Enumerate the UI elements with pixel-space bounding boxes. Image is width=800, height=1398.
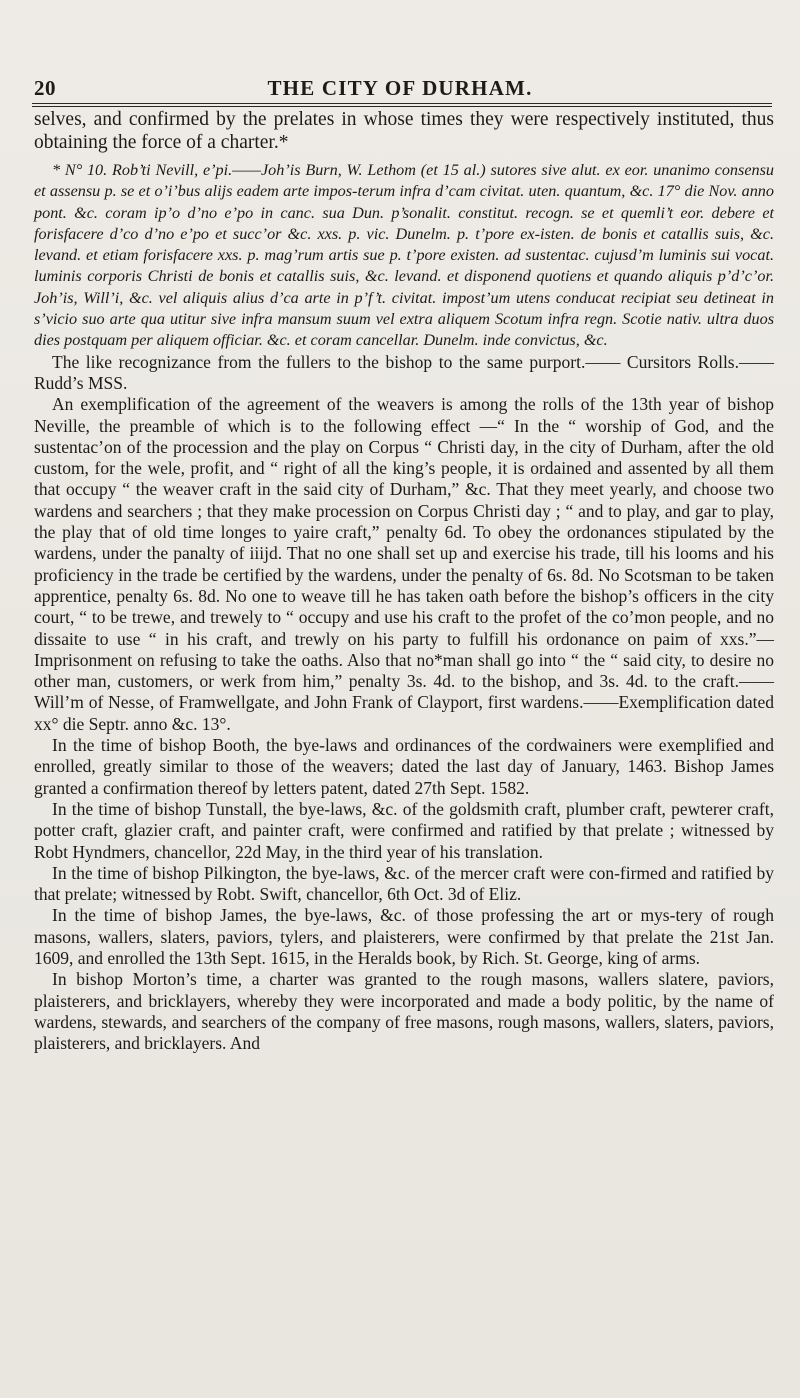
paragraph-masons: In the time of bishop James, the bye-laws, &c. of those professing the art or mys-tery of rough masons, wallers, slaters, paviors, tylers, and plaisterers, were confirmed by that prelate the 21st Jan. 1609, and enrolled the 13th Sept. 1615, in the Heralds book, by Rich. St. George, king of arms.: [34, 905, 774, 968]
header-rule-secondary: [32, 106, 772, 107]
header-rule: [32, 103, 772, 104]
paragraph-fullers: The like recognizance from the fullers to the bishop to the same purport.—— Cursitors Rolls.——Rudd’s MSS.: [34, 351, 774, 393]
lead-paragraph: selves, and confirmed by the prelates in whose times they were respectively instituted, thus obtaining the force of a charter.*: [34, 109, 774, 153]
paragraph-cordwainers: In the time of bishop Booth, the bye-laws and ordinances of the cordwainers were exemplified and enrolled, greatly similar to those of the weavers; dated the last day of January, 1463. Bishop James granted a confirmation thereof by letters patent, dated 27th Sept. 1582.: [34, 735, 774, 798]
footnote-paragraph: * N° 10. Rob’ti Nevill, e’pi.——Joh’is Burn, W. Lethom (et 15 al.) sutores sive alut. ex eor. unanimo consensu et assensu p. se et o’i’bus alijs eadem arte impos-terum infra d’cam civitat. uten. quantum, &c. 17° die Nov. anno pont. &c. coram ip’o d’no e’po in canc. sua Dun. p’sonalit. constitut. recogn. se et quemli’t eor. debere et forisfacere d’co d’no e’po et succ’or &c. xxs. p. vic. Dunelm. p. t’pore ex-isten. de bonis et catallis suis, &c. levand. et etiam forisfacere xxs. p. mag’rum artis sue p. t’pore existen. ad sustentac. cujusd’m luminis sui vocat. luminis corporis Christi de bonis et catallis suis, &c. levand. et disponend quotiens et quando aliquis p’d’c’or. Joh’is, Will’i, &c. vel aliquis alius d’ca arte in p’f’t. civitat. impost’um utens conducat recipiat seu detineat in s’vicio suo arte qua utitur sive infra mansum suum vel extra aliquem Scotum infra regn. Scotie nativ. ultra duos dies postquam per aliquem officiar. &c. et coram cancellar. Dunelm. inde convictus, &c.: [34, 161, 774, 350]
paragraph-charter: In bishop Morton’s time, a charter was granted to the rough masons, wallers slatere, paviors, plaisterers, and bricklayers, whereby they were incorporated and made a body politic, by the name of wardens, stewards, and searchers of the company of free masons, rough masons, wallers, slaters, paviors, plaisterers, and bricklayers. And: [34, 969, 774, 1054]
paragraph-goldsmiths: In the time of bishop Tunstall, the bye-laws, &c. of the goldsmith craft, plumber craft, pewterer craft, potter craft, glazier craft, and painter craft, were confirmed and ratified by that prelate ; witnessed by Robt Hyndmers, chancellor, 22d May, in the third year of his translation.: [34, 798, 774, 862]
running-head: THE CITY OF DURHAM.: [267, 76, 533, 100]
paragraph-mercers: In the time of bishop Pilkington, the bye-laws, &c. of the mercer craft were con-firmed and ratified by that prelate; witnessed by Robt. Swift, chancellor, 6th Oct. 3d of Eliz.: [34, 862, 774, 905]
paragraph-weavers: An exemplification of the agreement of the weavers is among the rolls of the 13th year of bishop Neville, the preamble of which is to the following effect —“ In the “ worship of God, and the sustentac’on of the procession and the play on Corpus “ Christi day, in the city of Durham, after the old custom, for the wele, profit, and “ right of all the king’s people, it is ordained and assented by all them that occupy “ the weaver craft in the said city of Durham,” &c. That they meet yearly, and choose two wardens and searchers ; that they make procession on Corpus Christi day ; “ and to play, and gar to play, the play that of old time longes to yaire craft,” penalty 6d. To obey the ordonances stipulated by the wardens, under the panalty of iiijd. That no one shall set up and exercise his trade, till his looms and his proficiency in the trade be certified by the wardens, under the penalty of 6s. 8d. No Scotsman to be taken apprentice, penalty 6s. 8d. No one to weave till he has taken oath before the bishop’s officers in the city court, “ to be trewe, and trewely to “ occupy and use his craft to the profet of the co’mon people, and no dissaite to use “ in his craft, and trewly on his party to fulfill his ordonance on paim of xxs.”— Imprisonment on refusing to take the oaths. Also that no*man shall go into “ the “ said city, to desire no other man, customers, or werk from him,” penalty 3s. 4d. to the bishop, and 3s. 4d. to the craft.——Will’m of Nesse, of Framwellgate, and John Frank of Clayport, first wardens.——Exemplification dated xx° die Septr. anno &c. 13°.: [34, 394, 774, 734]
body-text: [34, 108, 774, 1054]
page-number: 20: [34, 76, 56, 100]
